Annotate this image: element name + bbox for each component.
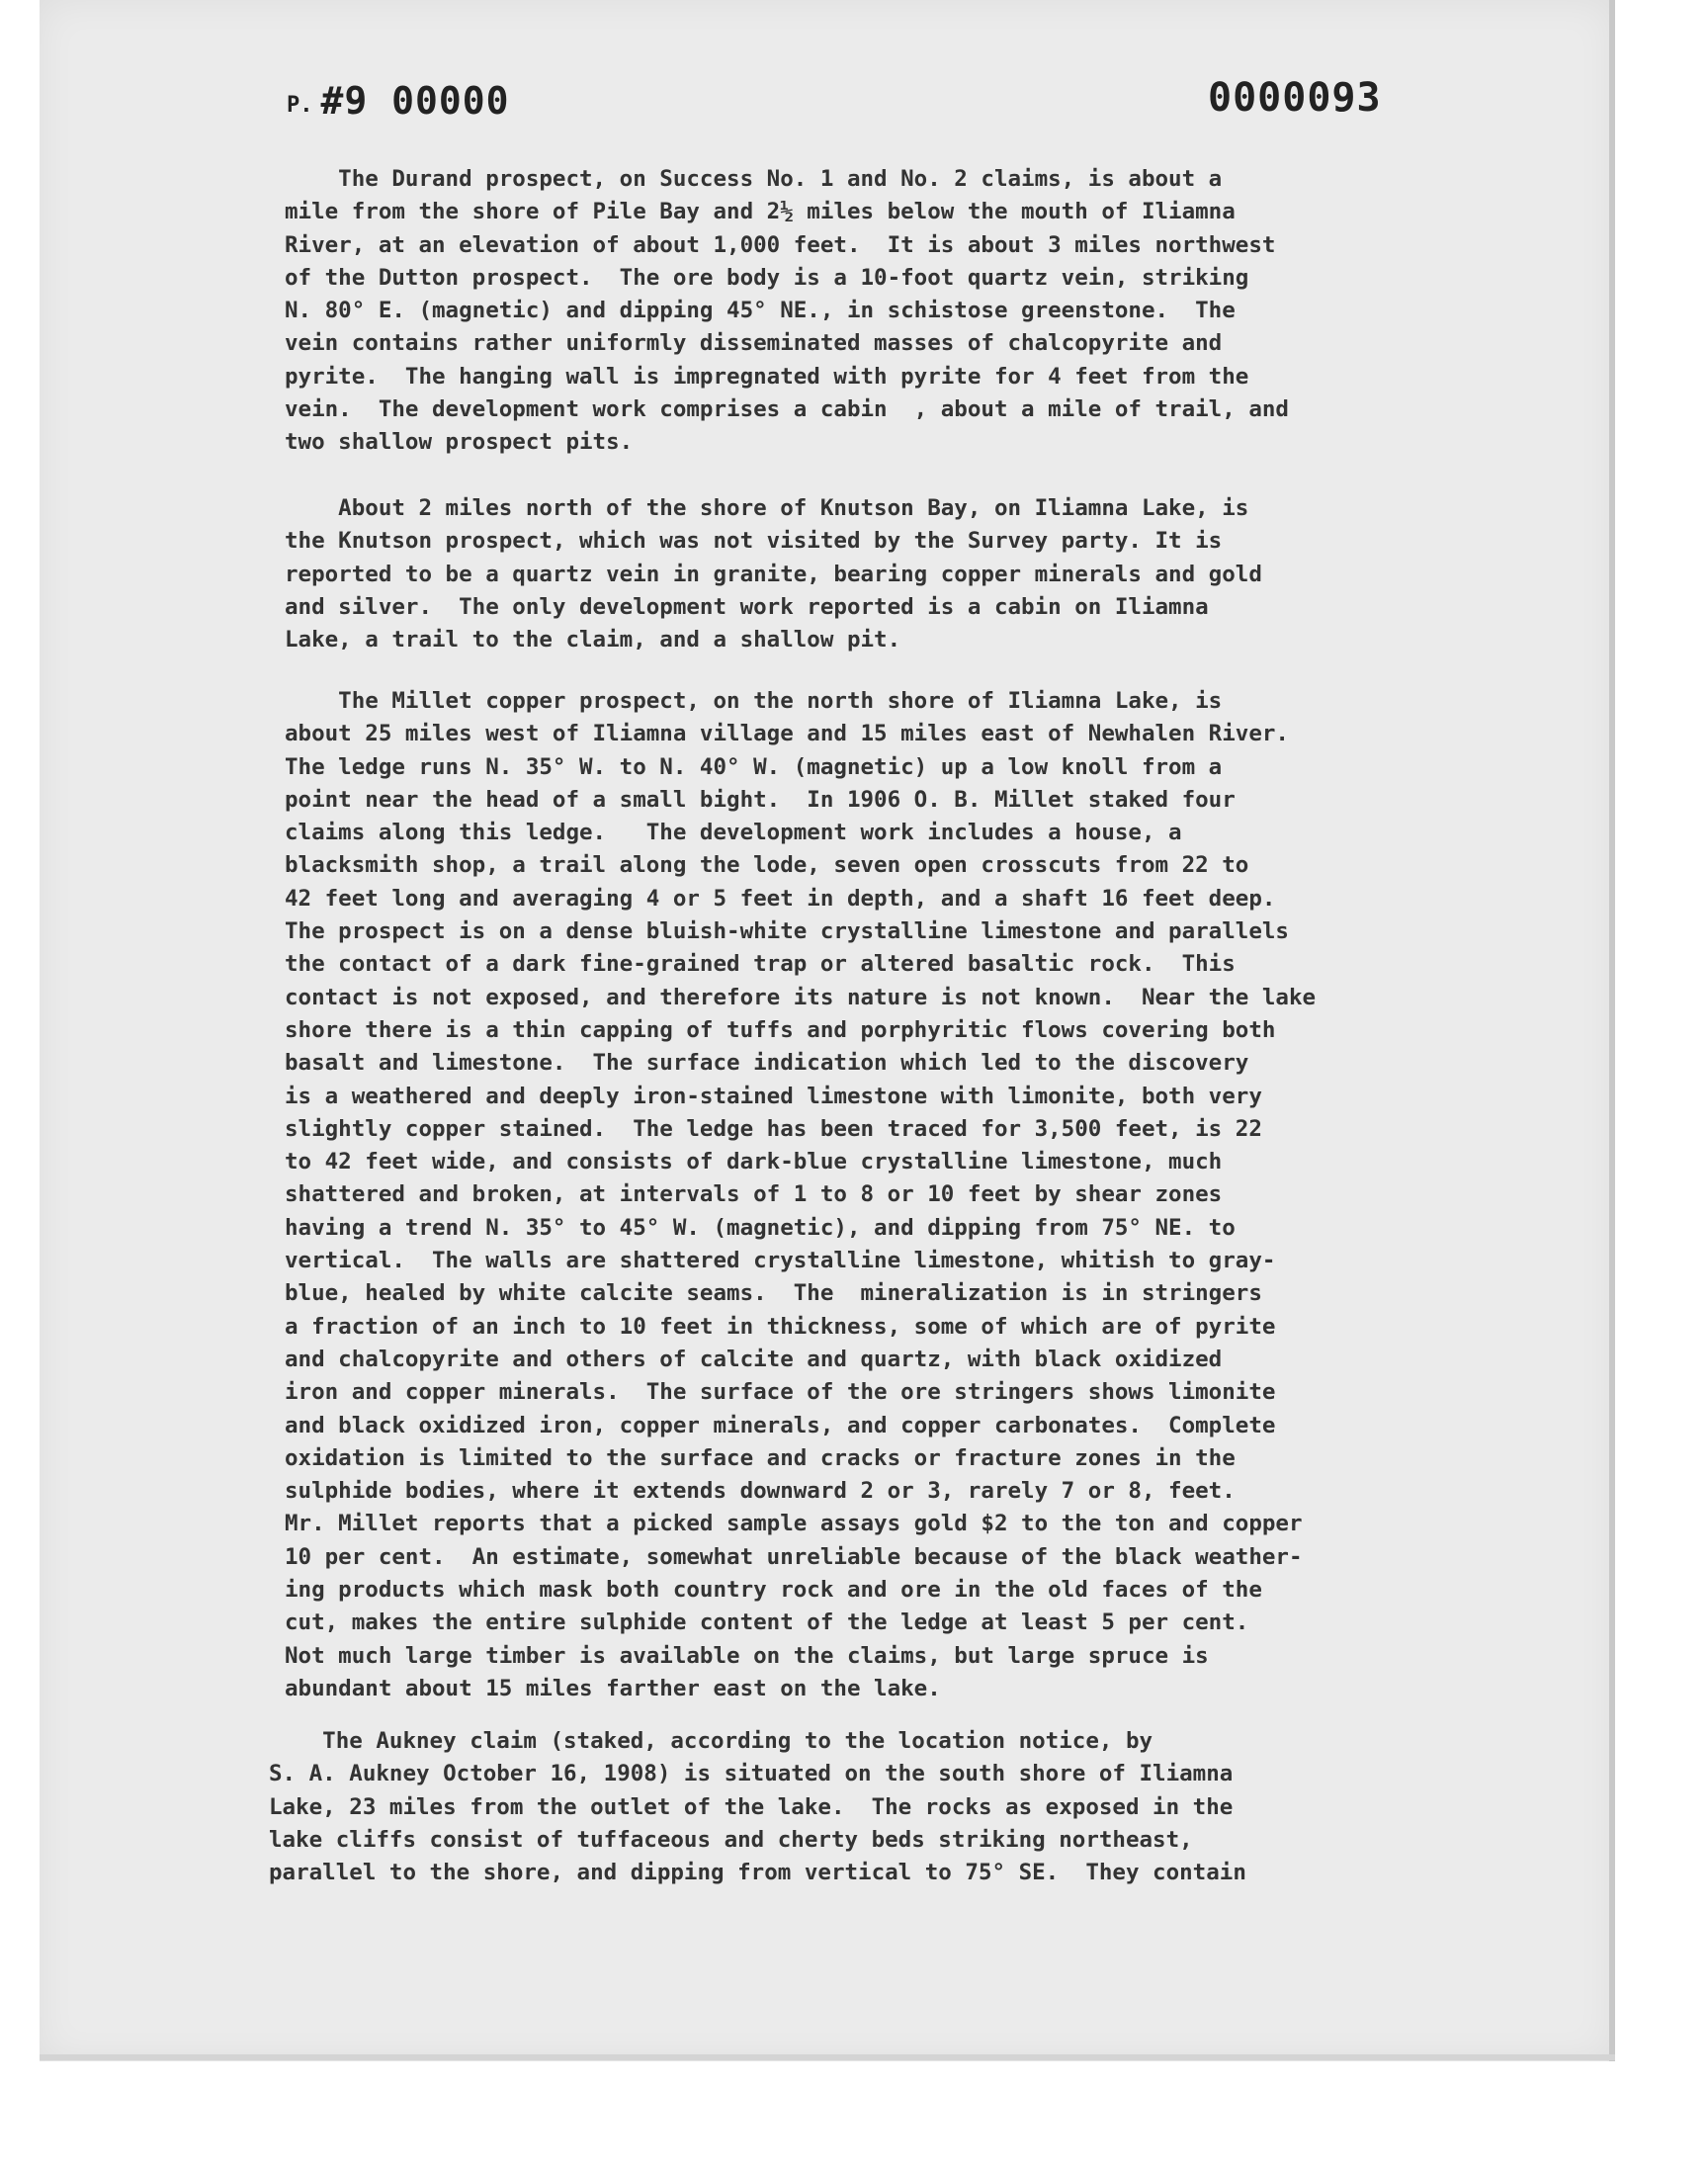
text-line: two shallow prospect pits. [285, 429, 634, 456]
paragraph-durand-prospect [285, 163, 1570, 460]
text-line: The Durand prospect, on Success No. 1 and No. 2 claims, is about a [285, 166, 1223, 192]
text-line: and silver. The only development work reported is a cabin on Iliamna [285, 593, 1209, 620]
page-bottom-edge [40, 2054, 1615, 2060]
text-line: cut, makes the entire sulphide content of the ledge at least 5 per cent. [285, 1610, 1249, 1636]
text-line: the contact of a dark fine-grained trap or altered basaltic rock. This [285, 951, 1236, 978]
text-line: shattered and broken, at intervals of 1 to 8 or 10 feet by shear zones [285, 1181, 1223, 1208]
text-line: lake cliffs consist of tuffaceous and cherty beds striking northeast, [269, 1826, 1193, 1853]
text-line: reported to be a quartz vein in granite, bearing copper minerals and gold [285, 561, 1262, 587]
page-number-prefix: P. [287, 93, 313, 118]
text-line: Not much large timber is available on the claims, but large spruce is [285, 1642, 1209, 1669]
text-line: about 25 miles west of Iliamna village and 15 miles east of Newhalen River. [285, 721, 1289, 747]
text-line: mile from the shore of Pile Bay and 2½ miles below the mouth of Iliamna [285, 199, 1236, 225]
text-line: Lake, 23 miles from the outlet of the lake. The rocks as exposed in the [269, 1793, 1234, 1820]
text-line: point near the head of a small bight. In 1906 O. B. Millet staked four [285, 786, 1236, 813]
text-line: The Aukney claim (staked, according to the location notice, by [269, 1728, 1153, 1754]
text-line: River, at an elevation of about 1,000 feet. It is about 3 miles northwest [285, 231, 1276, 258]
text-line: vein. The development work comprises a cabin , about a mile of trail, and [285, 396, 1289, 423]
text-line: the Knutson prospect, which was not visited by the Survey party. It is [285, 528, 1223, 555]
text-line: abundant about 15 miles farther east on the lake. [285, 1675, 941, 1701]
text-line: is a weathered and deeply iron-stained limestone with limonite, both very [285, 1083, 1262, 1109]
page-edge-shadow [1609, 0, 1615, 2061]
text-line: The Millet copper prospect, on the north shore of Iliamna Lake, is [285, 688, 1223, 714]
text-line: The ledge runs N. 35° W. to N. 40° W. (magnetic) up a low knoll from a [285, 753, 1223, 780]
text-line: parallel to the shore, and dipping from vertical to 75° SE. They contain [269, 1860, 1246, 1886]
text-line: The prospect is on a dense bluish-white crystalline limestone and parallels [285, 918, 1289, 945]
text-line: vertical. The walls are shattered crystalline limestone, whitish to gray- [285, 1248, 1276, 1274]
text-line: having a trend N. 35° to 45° W. (magnetic), and dipping from 75° NE. to [285, 1214, 1236, 1241]
text-line: slightly copper stained. The ledge has been traced for 3,500 feet, is 22 [285, 1115, 1262, 1142]
text-line: basalt and limestone. The surface indication which led to the discovery [285, 1050, 1249, 1077]
text-line: Lake, a trail to the claim, and a shallow pit. [285, 627, 901, 653]
text-line: 10 per cent. An estimate, somewhat unreliable because of the black weather- [285, 1543, 1303, 1570]
page-number [287, 79, 510, 123]
text-line: blue, healed by white calcite seams. The mineralization is in stringers [285, 1280, 1262, 1307]
text-line: sulphide bodies, where it extends downward 2 or 3, rarely 7 or 8, feet. [285, 1478, 1236, 1505]
text-line: 42 feet long and averaging 4 or 5 feet in depth, and a shaft 16 feet deep. [285, 885, 1276, 912]
text-line: oxidation is limited to the surface and cracks or fracture zones in the [285, 1444, 1236, 1471]
text-line: to 42 feet wide, and consists of dark-blue crystalline limestone, much [285, 1149, 1223, 1175]
paragraph-millet-prospect [285, 685, 1570, 1705]
document-id: 0000093 [1208, 75, 1382, 121]
text-line: contact is not exposed, and therefore its nature is not known. Near the lake [285, 984, 1317, 1010]
text-line: a fraction of an inch to 10 feet in thickness, some of which are of pyrite [285, 1313, 1276, 1340]
paragraph-knutson-prospect [285, 492, 1570, 656]
text-line: vein contains rather uniformly disseminated masses of chalcopyrite and [285, 330, 1223, 357]
text-line: shore there is a thin capping of tuffs and porphyritic flows covering both [285, 1016, 1276, 1043]
text-line: blacksmith shop, a trail along the lode, seven open crosscuts from 22 to [285, 852, 1249, 879]
text-line: ing products which mask both country rock and ore in the old faces of the [285, 1577, 1262, 1604]
paragraph-aukney-claim [269, 1725, 1554, 1889]
text-line: N. 80° E. (magnetic) and dipping 45° NE., in schistose greenstone. The [285, 298, 1236, 324]
text-line: iron and copper minerals. The surface of the ore stringers shows limonite [285, 1379, 1276, 1406]
text-line: and chalcopyrite and others of calcite and quartz, with black oxidized [285, 1346, 1223, 1372]
text-line: About 2 miles north of the shore of Knutson Bay, on Iliamna Lake, is [285, 495, 1249, 521]
text-line: S. A. Aukney October 16, 1908) is situated on the south shore of Iliamna [269, 1761, 1234, 1787]
page-number-value: #9 00000 [320, 79, 510, 123]
text-line: claims along this ledge. The development work includes a house, a [285, 820, 1182, 846]
text-line: Mr. Millet reports that a picked sample assays gold $2 to the ton and copper [285, 1511, 1303, 1537]
text-line: of the Dutton prospect. The ore body is a 10-foot quartz vein, striking [285, 264, 1249, 291]
text-line: pyrite. The hanging wall is impregnated with pyrite for 4 feet from the [285, 363, 1249, 390]
text-line: and black oxidized iron, copper minerals, and copper carbonates. Complete [285, 1412, 1276, 1438]
